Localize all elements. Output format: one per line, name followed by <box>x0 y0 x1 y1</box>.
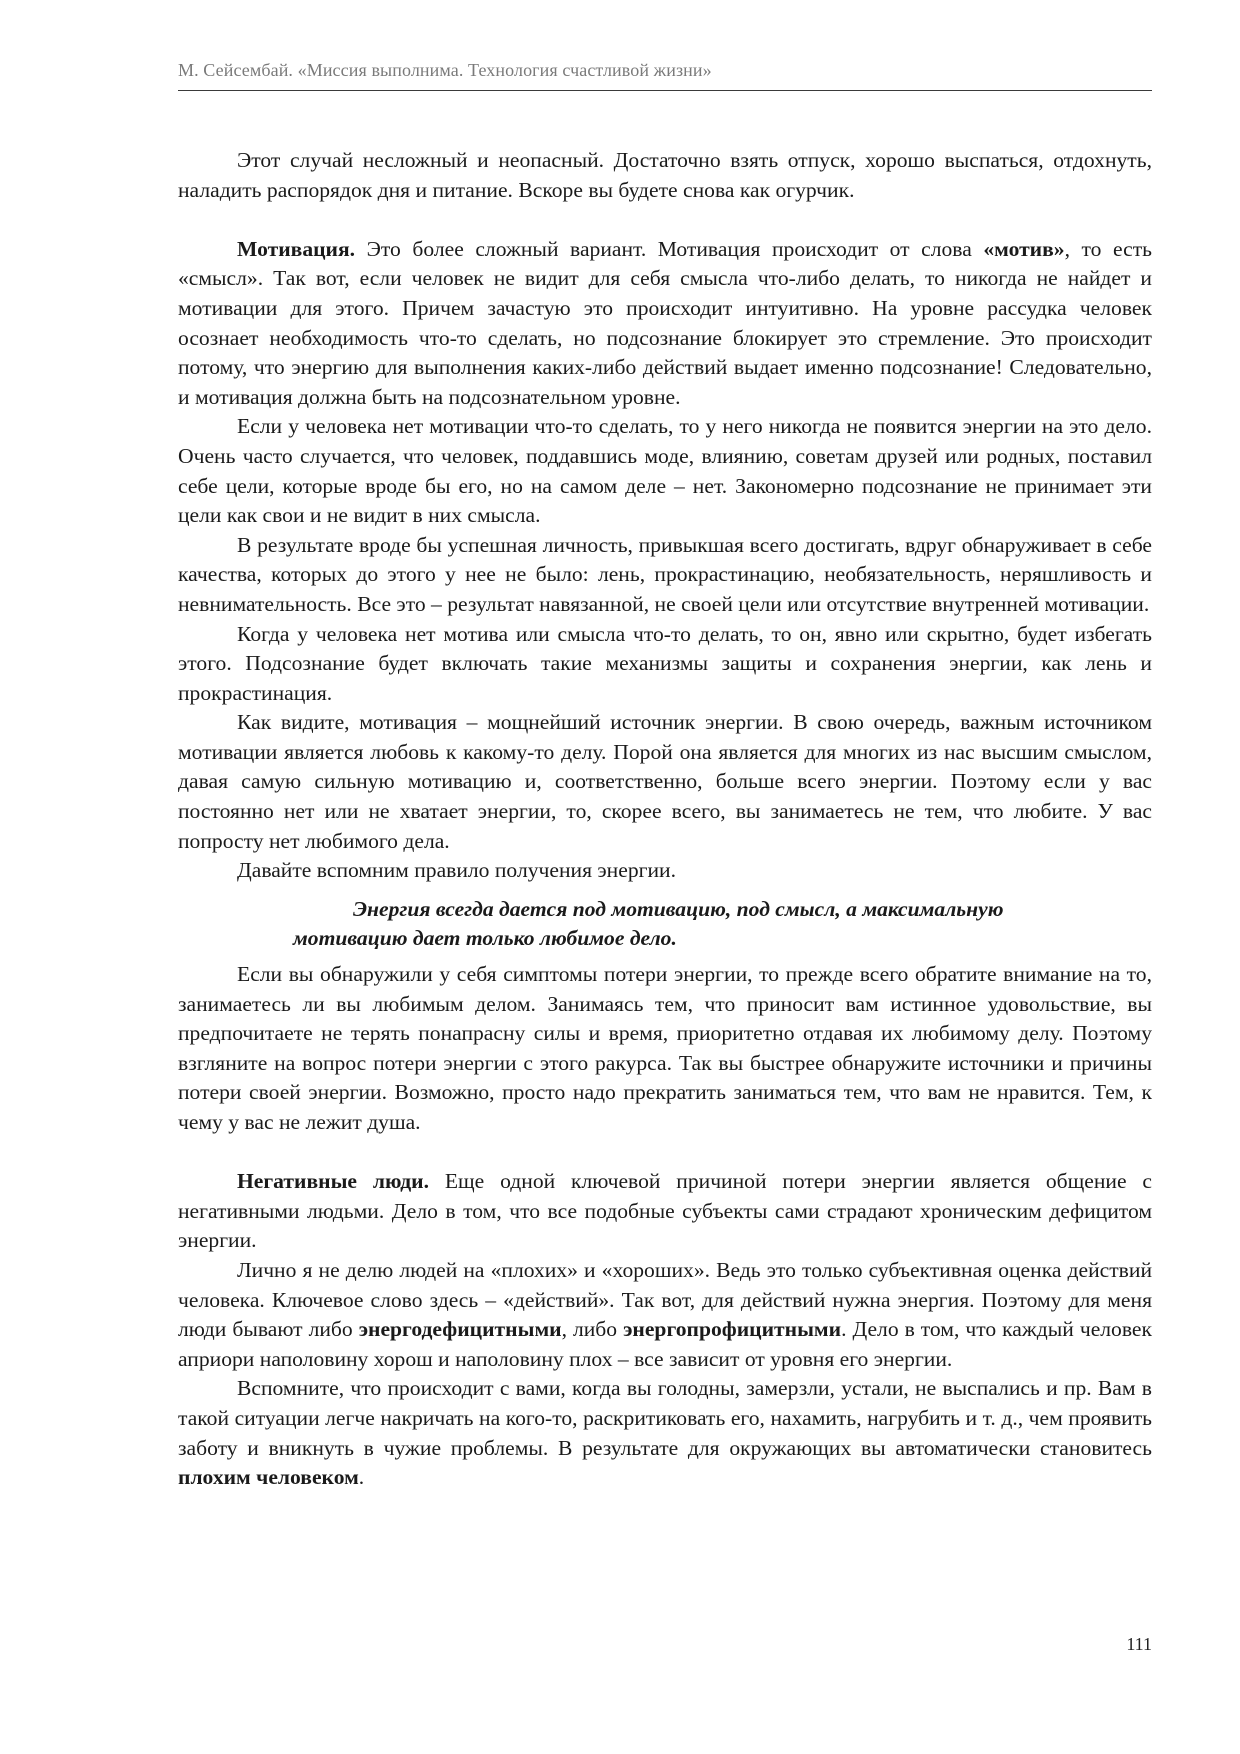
paragraph-symptoms: Если вы обнаружили у себя симптомы потери энергии, то прежде всего обратите внимание на то, занимаетесь ли вы любимым делом. Занимаясь тем, что приносит вам истинное удовольствие, вы предпочитаете не терять понапрасну силы и время, приоритетно отдавая их любимому делу. Поэтому взгляните на вопрос потери энергии с этого ракурса. Так вы быстрее обнаружите источники и причины потери своей энергии. Возможно, просто надо прекратить заниматься тем, что вам не нравится. Тем, к чему у вас не лежит душа. <box>178 962 1152 1134</box>
page-body <box>178 146 1152 1493</box>
running-title: М. Сейсембай. «Миссия выполнима. Технология счастливой жизни» <box>178 60 712 80</box>
paragraph-text: Еще одной ключевой причиной потери энергии является общение с негативными людьми. Дело в том, что все подобные субъекты сами страдают хроническим дефицитом энергии. <box>178 1169 1152 1253</box>
paragraph-text: , либо <box>561 1317 624 1342</box>
term-energy-surplus: энергопрофицитными <box>623 1317 842 1342</box>
section-heading-negative-people: Негативные люди. <box>237 1169 430 1194</box>
paragraph-motivation <box>178 235 1152 413</box>
paragraph-avoidance: Когда у человека нет мотива или смысла что-то делать, то он, явно или скрытно, будет избегать этого. Подсознание будет включать такие механизмы защиты и сохранения энергии, как лень и прокрастинация. <box>178 621 1152 705</box>
paragraph-no-motivation: Если у человека нет мотивации что-то сделать, то у него никогда не появится энергии на это дело. Очень часто случается, что человек, поддавшись моде, влиянию, советам друзей или родных, поставил себе цели, которые вроде бы его, но на самом деле – нет. Закономерно подсознание не принимает эти цели как свои и не видит в них смысла. <box>178 414 1152 528</box>
paragraph-love-of-work: Как видите, мотивация – мощнейший источник энергии. В свою очередь, важным источником мотивации является любовь к какому-то делу. Порой она является для многих из нас высшим смыслом, давая самую сильную мотивацию и, соответственно, больше всего энергии. Поэтому если у вас постоянно нет или не хватает энергии, то, скорее всего, вы занимаетесь не тем, что любите. У вас попросту нет любимого дела. <box>178 710 1152 853</box>
term-bad-person: плохим человеком <box>178 1465 359 1490</box>
paragraph-good-bad <box>178 1256 1152 1374</box>
quote-line-2: мотивацию дает только любимое дело. <box>293 926 677 951</box>
section-heading-motivation: Мотивация. <box>237 236 356 261</box>
term-motiv: «мотив» <box>983 236 1065 261</box>
paragraph-text: Лично я не делю людей на «плохих» и «хороших». Ведь это только субъективная оценка действий человека. Ключевое слово здесь – «действий». Так вот, для действий нужна энергия. Поэтому для меня люди бывают либо <box>178 1257 1152 1342</box>
page-number: 111 <box>1126 1634 1152 1654</box>
paragraph-result: В результате вроде бы успешная личность, привыкшая всего достигать, вдруг обнаруживает в себе качества, которых до этого у нее не было: лень, прокрастинацию, необязательность, неряшливость и невнимательность. Все это – результат навязанной, не своей цели или отсутствие внутренней мотивации. <box>178 532 1152 616</box>
paragraph-text: , то есть «смысл». Так вот, если человек не видит для себя смысла что-либо делать, то никогда не найдет и мотивации для этого. Причем зачастую это происходит интуитивно. На уровне рассудка человек осознает необходимость что-то сделать, но подсознание блокирует это стремление. Это происходит потому, что энергию для выполнения каких-либо действий выдает именно подсознание! Следовательно, и мотивация должна быть на подсознательном уровне. <box>178 236 1152 409</box>
term-energy-deficit: энергодефицитными <box>358 1317 562 1342</box>
running-header <box>178 58 1152 91</box>
paragraph-text: Вспомните, что происходит с вами, когда вы голодны, замерзли, устали, не выспались и пр. Вам в такой ситуации легче накричать на кого-то, раскритиковать его, нахамить, нагрубить и т. д., чем проявить заботу и вникнуть в чужие проблемы. В результате для окружающих вы автоматически становитесь <box>178 1376 1152 1460</box>
paragraph-negative-people <box>178 1167 1152 1256</box>
quote-line-1: Энергия всегда дается под мотивацию, под смысл, а максимальную <box>353 896 1004 921</box>
paragraph-text: Это более сложный вариант. Мотивация происходит от слова <box>355 236 984 261</box>
energy-rule-quote <box>293 895 1104 954</box>
paragraph-text: . <box>358 1465 365 1490</box>
paragraph-text: . Дело в том, что каждый человек априори наполовину хорош и наполовину плох – все зависит от уровня его энергии. <box>178 1317 1152 1371</box>
paragraph-rule-intro: Давайте вспомним правило получения энергии. <box>237 858 676 883</box>
paragraph-remember <box>178 1374 1152 1492</box>
paragraph-rest-intro: Этот случай несложный и неопасный. Достаточно взять отпуск, хорошо выспаться, отдохнуть, наладить распорядок дня и питание. Вскоре вы будете снова как огурчик. <box>178 148 1152 202</box>
